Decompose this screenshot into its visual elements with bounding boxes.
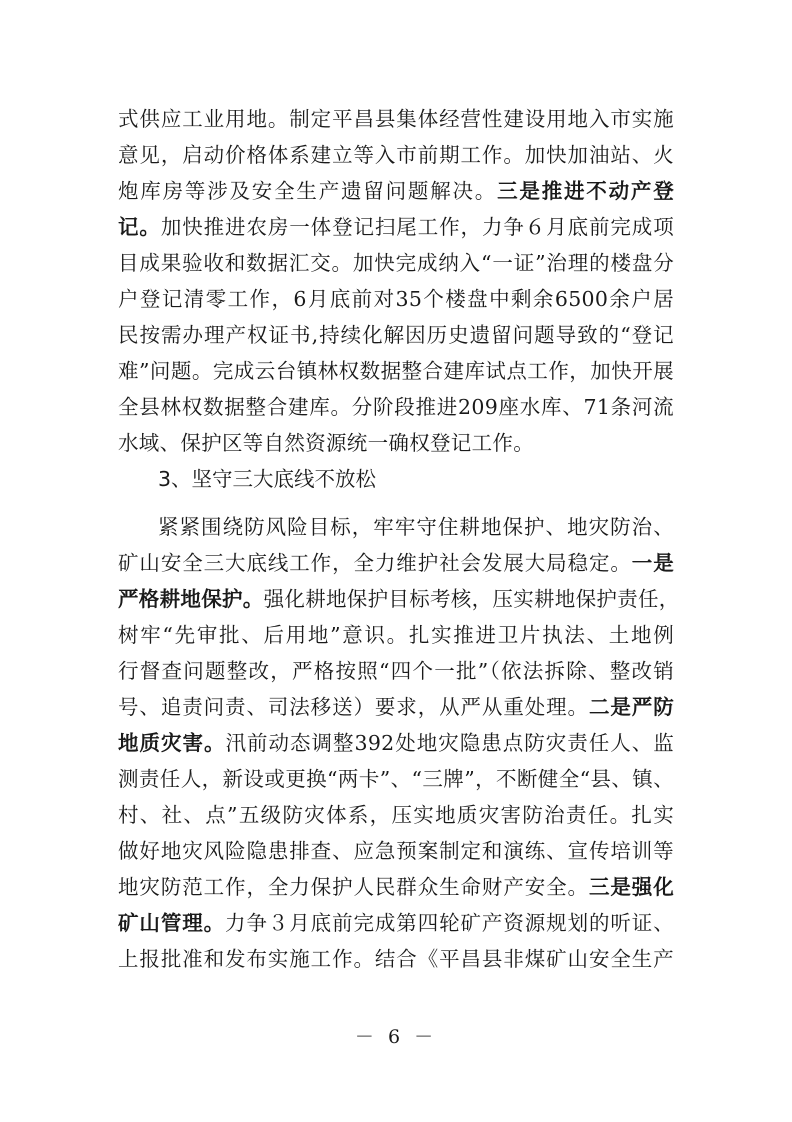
- body-line: [118, 617, 674, 653]
- body-line: [118, 389, 674, 425]
- text-run: 民按需办理产权证书,持续化解因历史遗留问题导致的“登记: [118, 323, 674, 347]
- text-run: 式供应工业用地。制定平昌县集体经营性建设用地入市实施: [118, 107, 674, 131]
- body-line: [118, 905, 674, 941]
- text-run: 做好地灾风险隐患排查、应急预案制定和演练、宣传培训等: [118, 839, 674, 863]
- body-line: [118, 941, 674, 977]
- bold-phrase: 严格耕地保护。: [118, 587, 264, 611]
- body-line: [118, 137, 674, 173]
- body-line: [118, 245, 674, 281]
- text-run: 号、追责问责、司法移送）要求，从严从重处理。: [118, 695, 589, 719]
- page-number: － 6 －: [354, 1026, 438, 1048]
- body-line: [118, 545, 674, 581]
- body-line: [118, 833, 674, 869]
- text-run: 加快推进农房一体登记扫尾工作，力争６月底前完成项: [160, 215, 674, 239]
- text-run: 村、社、点”五级防灾体系，压实地质灾害防治责任。扎实: [118, 803, 674, 827]
- body-line: [118, 353, 674, 389]
- body-line: [118, 173, 674, 209]
- body-line: [118, 281, 674, 317]
- bold-phrase: 记。: [118, 215, 161, 239]
- section-heading: 3、坚守三大底线不放松: [158, 467, 377, 491]
- text-run: 强化耕地保护目标考核，压实耕地保护责任，: [263, 587, 680, 611]
- bold-phrase: 地质灾害。: [118, 731, 226, 755]
- body-line: [118, 653, 674, 689]
- text-run: 难”问题。完成云台镇林权数据整合建库试点工作，加快开展: [118, 359, 674, 383]
- body-line: [118, 761, 674, 797]
- text-run: 行督查问题整改，严格按照“四个一批”（依法拆除、整改销: [118, 659, 674, 683]
- body-line: [118, 797, 674, 833]
- bold-phrase: 二是严防: [588, 695, 674, 719]
- bold-phrase: 三是强化: [588, 875, 674, 899]
- text-run: 目成果验收和数据汇交。加快完成纳入“一证”治理的楼盘分: [118, 251, 674, 275]
- body-line: [118, 425, 674, 461]
- text-run: 树牢“先审批、后用地”意识。扎实推进卫片执法、土地例: [118, 623, 674, 647]
- text-run: 力争３月底前完成第四轮矿产资源规划的听证、: [225, 911, 674, 935]
- text-run: 汛前动态调整392处地灾隐患点防灾责任人、监: [225, 731, 674, 755]
- body-line: [118, 317, 674, 353]
- body-line: [118, 101, 674, 137]
- body-line: [118, 581, 680, 617]
- body-line: [118, 689, 674, 725]
- text-run: 紧紧围绕防风险目标，牢牢守住耕地保护、地灾防治、: [158, 515, 674, 539]
- body-line: [118, 209, 674, 245]
- body-line: [158, 509, 674, 545]
- bold-phrase: 一是: [631, 551, 674, 575]
- text-run: 上报批准和发布实施工作。结合《平昌县非煤矿山安全生产: [118, 947, 674, 971]
- text-run: 意见，启动价格体系建立等入市前期工作。加快加油站、火: [118, 143, 674, 167]
- text-run: 矿山安全三大底线工作，全力维护社会发展大局稳定。: [118, 551, 632, 575]
- text-run: 地灾防范工作，全力保护人民群众生命财产安全。: [118, 875, 589, 899]
- text-run: 水域、保护区等自然资源统一确权登记工作。: [118, 431, 534, 455]
- bold-phrase: 矿山管理。: [118, 911, 226, 935]
- body-line: [118, 869, 674, 905]
- text-run: 全县林权数据整合建库。分阶段推进209座水库、71条河流: [118, 395, 674, 419]
- text-run: 户登记清零工作，6月底前对35个楼盘中剩余6500余户居: [118, 287, 674, 311]
- text-run: 测责任人，新设或更换“两卡”、“三牌”，不断健全“县、镇、: [118, 767, 674, 791]
- text-run: 炮库房等涉及安全生产遗留问题解决。: [118, 179, 498, 203]
- body-line: [118, 725, 674, 761]
- bold-phrase: 三是推进不动产登: [497, 179, 674, 203]
